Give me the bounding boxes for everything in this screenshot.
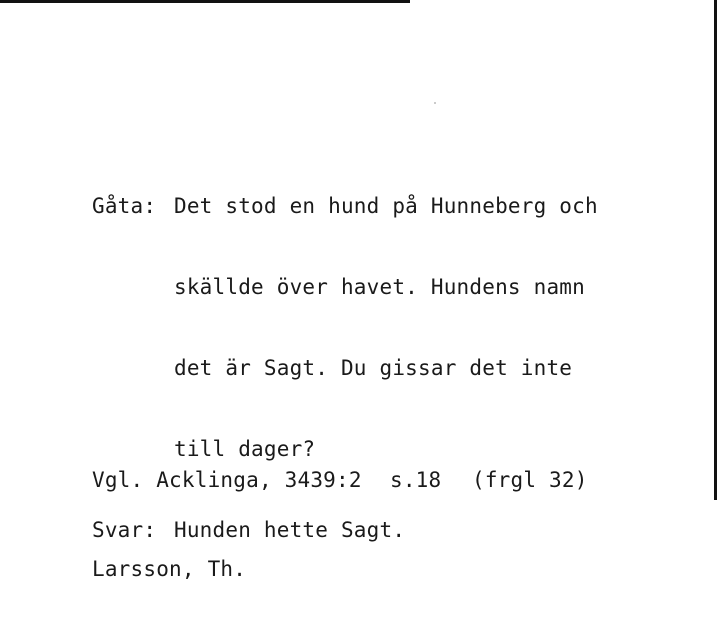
answer-label: Svar: xyxy=(92,518,157,542)
scan-speck xyxy=(434,102,436,104)
source-reference-line xyxy=(92,467,588,502)
question-text-line: skällde över havet. Hundens namn xyxy=(174,275,585,299)
question-text-line: det är Sagt. Du gissar det inte xyxy=(174,356,573,380)
right-border-line xyxy=(714,0,717,500)
answer-text: Hunden hette Sagt. xyxy=(174,518,406,542)
page-reference: s.18 xyxy=(390,468,442,492)
question-text-line: Det stod en hund på Hunneberg och xyxy=(174,194,598,218)
question-text-line: till dager? xyxy=(174,437,316,461)
question-line-1 xyxy=(92,193,598,220)
question-line-3 xyxy=(92,355,598,382)
question-label: Gåta: xyxy=(92,194,157,218)
archive-reference: Vgl. Acklinga, 3439:2 xyxy=(92,468,362,492)
source-section xyxy=(92,413,588,618)
source-note: (frgl 32) xyxy=(472,468,588,492)
question-line-2 xyxy=(92,274,598,301)
informant-name: Larsson, Th. xyxy=(92,557,247,581)
top-border-line xyxy=(0,0,410,3)
